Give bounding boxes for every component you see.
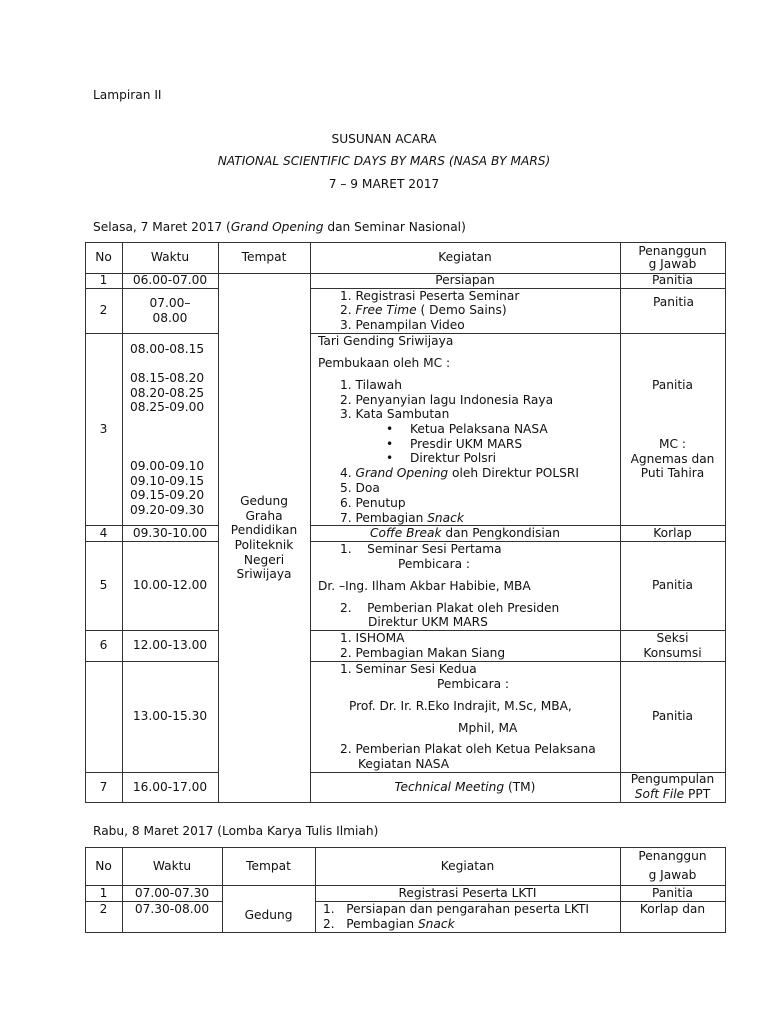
row-pic: Panitia bbox=[651, 273, 693, 288]
activity-item: Kegiatan NASA bbox=[358, 757, 450, 771]
row-number: 7 bbox=[99, 779, 108, 794]
venue-line: Negeri bbox=[243, 552, 285, 567]
pic-line: MC : bbox=[658, 437, 686, 452]
pic-italic: Soft File bbox=[634, 787, 685, 801]
speaker-name: Dr. –Ing. Ilham Akbar Habibie, MBA bbox=[318, 579, 531, 593]
speaker-name: Prof. Dr. Ir. R.Eko Indrajit, M.Sc, MBA, bbox=[349, 699, 572, 713]
header-activity: Kegiatan bbox=[438, 250, 492, 265]
row-time: 09.15-09.20 bbox=[130, 488, 205, 502]
header-pic bbox=[620, 242, 725, 273]
header-no: No bbox=[95, 858, 112, 873]
activity-item: 6. Penutup bbox=[340, 496, 406, 510]
row-number: 2 bbox=[99, 303, 108, 318]
row-pic: Panitia bbox=[651, 709, 693, 724]
row-time: 13.00-15.30 bbox=[132, 709, 208, 724]
venue-cell bbox=[218, 492, 310, 584]
header-pic-line1: Penanggun bbox=[638, 849, 707, 863]
header-place: Tempat bbox=[241, 250, 287, 265]
row-time: 07.00-07.30 bbox=[134, 885, 210, 900]
pic-line: Pengumpulan bbox=[630, 772, 715, 787]
row-time: 16.00-17.00 bbox=[132, 779, 208, 794]
row-time: 07.30-08.00 bbox=[134, 902, 210, 917]
item-italic: Snack bbox=[427, 511, 464, 525]
venue-line: Gedung bbox=[240, 494, 288, 509]
header-place: Tempat bbox=[246, 858, 291, 873]
row-time: 09.20-09.30 bbox=[130, 503, 205, 517]
row-activity bbox=[310, 772, 620, 802]
row-pic-mc bbox=[620, 437, 725, 481]
row-time: 12.00-13.00 bbox=[132, 638, 208, 653]
activity-item bbox=[323, 917, 455, 932]
item-italic: Coffe Break bbox=[370, 526, 442, 541]
activity-item: 1. Tilawah bbox=[340, 378, 402, 392]
header-time: Waktu bbox=[150, 250, 190, 265]
row-number: 6 bbox=[99, 638, 108, 653]
venue-line: Sriwijaya bbox=[236, 567, 292, 582]
row-number: 4 bbox=[99, 526, 108, 541]
venue-line: Graha bbox=[245, 508, 283, 523]
header-activity: Kegiatan bbox=[440, 858, 495, 873]
activity-item: 2. Pemberian Plakat oleh Presiden bbox=[340, 601, 560, 615]
pic-line: Agnemas dan bbox=[630, 451, 715, 466]
row-time: 10.00-12.00 bbox=[132, 578, 208, 593]
activity-item: 3. Penampilan Video bbox=[340, 318, 465, 332]
activity-item: 1. Persiapan dan pengarahan peserta LKTI bbox=[323, 902, 590, 916]
row-number: 1 bbox=[99, 273, 108, 288]
row-activity: Persiapan bbox=[435, 273, 495, 288]
activity-item: 1. Seminar Sesi Pertama bbox=[340, 542, 502, 556]
speaker-title: Mphil, MA bbox=[458, 721, 518, 735]
header-pic-line1: Penanggun bbox=[638, 243, 707, 258]
row-time: 09.10-09.15 bbox=[130, 474, 205, 488]
item-italic: Snack bbox=[417, 917, 455, 931]
activity-item: Pembicara : bbox=[398, 557, 471, 571]
row-time: 08.00-08.15 bbox=[130, 342, 205, 356]
day2-heading: Rabu, 8 Maret 2017 (Lomba Karya Tulis Ilmiah) bbox=[93, 824, 379, 838]
item-num: 2. bbox=[340, 303, 356, 317]
attachment-label: Lampiran II bbox=[93, 88, 162, 102]
header-pic-line2: g Jawab bbox=[648, 868, 697, 882]
pic-line: Puti Tahira bbox=[640, 466, 705, 481]
activity-item: 2. Pembagian Makan Siang bbox=[340, 646, 506, 660]
pic-line: Seksi bbox=[656, 631, 689, 646]
row-pic bbox=[620, 772, 725, 802]
pic-line: Konsumsi bbox=[643, 646, 702, 660]
row-time: 06.00-07.00 bbox=[132, 273, 208, 288]
row-time-line2: 08.00 bbox=[152, 310, 188, 325]
row-pic: Panitia bbox=[651, 885, 693, 900]
activity-item: 1. Registrasi Peserta Seminar bbox=[340, 289, 520, 303]
activity-item bbox=[340, 466, 579, 481]
activity-item: Tari Gending Sriwijaya bbox=[318, 334, 454, 348]
day1-heading-post: dan Seminar Nasional) bbox=[323, 220, 466, 234]
item-text: ( Demo Sains) bbox=[416, 303, 507, 317]
item-italic: Technical Meeting bbox=[394, 779, 505, 794]
row-time: 08.15-08.20 bbox=[130, 371, 205, 385]
activity-item: 3. Kata Sambutan bbox=[340, 407, 450, 421]
item-text: (TM) bbox=[504, 779, 536, 794]
item-text: dan Pengkondisian bbox=[441, 526, 560, 541]
row-pic: Panitia bbox=[651, 378, 693, 393]
day1-heading-italic: Grand Opening bbox=[230, 220, 324, 234]
event-name: NATIONAL SCIENTIFIC DAYS BY MARS (NASA BY MARS) bbox=[217, 154, 551, 168]
sub-bullet-item: • Ketua Pelaksana NASA bbox=[410, 422, 548, 437]
day1-heading bbox=[93, 220, 466, 235]
row-number: 5 bbox=[99, 578, 108, 593]
row-time: 08.25-09.00 bbox=[130, 400, 205, 414]
row-time: 09.30-10.00 bbox=[132, 526, 208, 541]
header-time: Waktu bbox=[152, 858, 192, 873]
activity-item: 2. Penyanyian lagu Indonesia Raya bbox=[340, 393, 554, 407]
item-num: 4. bbox=[340, 466, 356, 480]
row-time bbox=[122, 288, 218, 333]
item-italic: Free Time bbox=[355, 303, 417, 317]
doc-title: SUSUNAN ACARA bbox=[331, 132, 437, 146]
row-time-line1: 07.00– bbox=[149, 295, 191, 310]
row-pic: Panitia bbox=[653, 295, 695, 309]
row-number: 2 bbox=[99, 902, 108, 917]
pic-text: PPT bbox=[684, 787, 711, 801]
row-time: 09.00-09.10 bbox=[130, 459, 205, 473]
pic-line bbox=[635, 787, 710, 802]
row-pic: Korlap bbox=[653, 526, 692, 541]
activity-item: 2. Pemberian Plakat oleh Ketua Pelaksana bbox=[340, 742, 596, 756]
activity-item bbox=[340, 303, 507, 318]
venue-cell: Gedung bbox=[244, 907, 293, 922]
header-pic-line2: g Jawab bbox=[648, 256, 697, 271]
activity-item: Pembicara : bbox=[437, 677, 510, 691]
row-pic: Korlap dan bbox=[639, 902, 706, 917]
row-activity: Registrasi Peserta LKTI bbox=[398, 885, 537, 900]
day1-heading-pre: Selasa, 7 Maret 2017 ( bbox=[93, 220, 231, 234]
activity-item bbox=[340, 511, 464, 526]
row-number: 3 bbox=[99, 421, 108, 436]
item-text: 2. Pembagian bbox=[323, 917, 418, 931]
activity-item: 5. Doa bbox=[340, 481, 380, 495]
row-number: 1 bbox=[99, 885, 108, 900]
item-italic: Grand Opening bbox=[355, 466, 449, 480]
row-time: 08.20-08.25 bbox=[130, 386, 205, 400]
row-activity bbox=[310, 526, 620, 541]
sub-bullet-item: • Direktur Polsri bbox=[410, 451, 496, 466]
sub-bullet-item: • Presdir UKM MARS bbox=[410, 437, 522, 452]
activity-item: 1. ISHOMA bbox=[340, 631, 405, 645]
item-text: oleh Direktur POLSRI bbox=[448, 466, 579, 480]
activity-item: Direktur UKM MARS bbox=[368, 615, 488, 629]
item-text: 7. Pembagian bbox=[340, 511, 428, 525]
venue-line: Pendidikan bbox=[230, 523, 298, 538]
event-dates: 7 – 9 MARET 2017 bbox=[328, 177, 440, 191]
activity-item: Pembukaan oleh MC : bbox=[318, 356, 451, 370]
activity-item: 1. Seminar Sesi Kedua bbox=[340, 662, 477, 676]
row-pic bbox=[620, 631, 725, 661]
header-pic bbox=[620, 847, 725, 885]
header-no: No bbox=[95, 250, 112, 265]
venue-line: Politeknik bbox=[234, 538, 294, 552]
row-pic: Panitia bbox=[651, 578, 693, 593]
